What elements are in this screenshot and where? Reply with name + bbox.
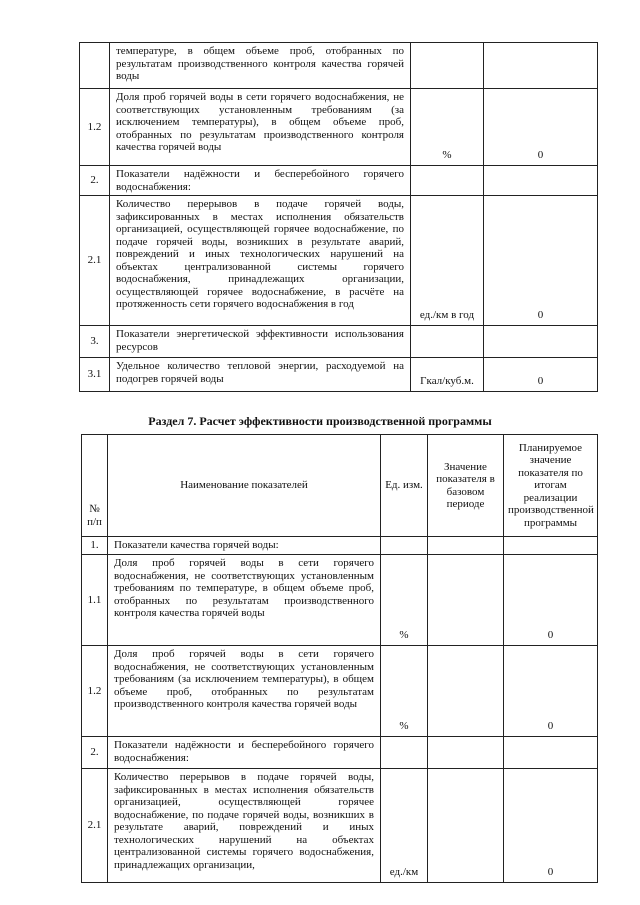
planned-value-cell: 0 — [504, 769, 598, 883]
indicator-name: Показатели качества горячей воды: — [108, 537, 381, 555]
unit-cell — [381, 537, 428, 555]
row-number: 1.1 — [82, 555, 108, 646]
planned-value-cell: 0 — [504, 555, 598, 646]
table-row — [82, 646, 598, 737]
header-unit: Ед. изм. — [381, 435, 428, 537]
table-row — [80, 358, 598, 392]
indicator-name: Показатели надёжности и бесперебойного горячего водоснабжения: — [110, 166, 411, 196]
indicator-name: Показатели надёжности и бесперебойного горячего водоснабжения: — [108, 737, 381, 769]
header-name: Наименование показателей — [108, 435, 381, 537]
indicator-name: Доля проб горячей воды в сети горячего водоснабжения, не соответствующих установленным требованиям (за исключением температуры), в общем объеме проб, отобранных по результатам производственного контроля качества горячей воды — [108, 646, 381, 737]
value-cell: 0 — [484, 358, 598, 392]
header-planned-value: Планируемое значение показателя по итогам реализации производственной программы — [504, 435, 598, 537]
table-row — [80, 89, 598, 166]
row-number: 1.2 — [80, 89, 110, 166]
table-row — [82, 537, 598, 555]
header-number: № п/п — [82, 435, 108, 537]
table-row — [80, 196, 598, 326]
indicator-name: Количество перерывов в подаче горячей воды, зафиксированных в местах исполнения обязательств организацией, осуществляющей горячее водоснабжение, по подаче горячей воды, возникших в результате аварий, повреждений и иных технологических нарушений на объектах централизованной системы горячего водоснабжения, принадлежащих организации, — [108, 769, 381, 883]
unit-cell: % — [411, 89, 484, 166]
header-base-value: Значение показателя в базовом периоде — [428, 435, 504, 537]
indicator-name: Показатели энергетической эффективности использования ресурсов — [110, 326, 411, 358]
row-number: 3. — [80, 326, 110, 358]
planned-value-cell — [504, 737, 598, 769]
row-number: 1.2 — [82, 646, 108, 737]
row-number: 2. — [80, 166, 110, 196]
value-cell — [484, 43, 598, 89]
indicator-name: Доля проб горячей воды в сети горячего водоснабжения, не соответствующих установленным требованиям по температуре, в общем объеме проб, отобранных по результатам производственного контроля качества горячей воды — [108, 555, 381, 646]
base-value-cell — [428, 537, 504, 555]
indicator-name: температуре, в общем объеме проб, отобранных по результатам производственного контроля качества горячей воды — [110, 43, 411, 89]
base-value-cell — [428, 769, 504, 883]
planned-value-cell: 0 — [504, 646, 598, 737]
unit-cell: % — [381, 646, 428, 737]
indicator-name: Удельное количество тепловой энергии, расходуемой на подогрев горячей воды — [110, 358, 411, 392]
row-number: 1. — [82, 537, 108, 555]
base-value-cell — [428, 555, 504, 646]
table-row — [80, 326, 598, 358]
unit-cell: ед./км в год — [411, 196, 484, 326]
unit-cell — [411, 166, 484, 196]
value-cell — [484, 166, 598, 196]
section-title: Раздел 7. Расчет эффективности производственной программы — [148, 414, 492, 428]
row-number: 3.1 — [80, 358, 110, 392]
table-row — [82, 769, 598, 883]
table-header-row — [82, 435, 598, 537]
base-value-cell — [428, 737, 504, 769]
value-cell — [484, 326, 598, 358]
unit-cell: ед./км — [381, 769, 428, 883]
unit-cell — [411, 43, 484, 89]
table-row — [80, 43, 598, 89]
indicator-name: Количество перерывов в подаче горячей воды, зафиксированных в местах исполнения обязательств организацией, осуществляющей горячее водоснабжение, по подаче горячей воды, возникших в результате аварий, повреждений и иных технологических нарушений на объектах централизованной системы горячего водоснабжения, принадлежащих организации, осуществляющей горячее водоснабжение, в расчёте на протяженность сети горячего водоснабжения в год — [110, 196, 411, 326]
row-number — [80, 43, 110, 89]
table-row — [82, 737, 598, 769]
table-row — [82, 555, 598, 646]
efficiency-table — [81, 434, 598, 883]
unit-cell: Гкал/куб.м. — [411, 358, 484, 392]
row-number: 2. — [82, 737, 108, 769]
unit-cell: % — [381, 555, 428, 646]
unit-cell — [381, 737, 428, 769]
value-cell: 0 — [484, 196, 598, 326]
base-value-cell — [428, 646, 504, 737]
indicator-name: Доля проб горячей воды в сети горячего водоснабжения, не соответствующих установленным требованиям (за исключением температуры), в общем объеме проб, отобранных по результатам производственного контроля качества горячей воды — [110, 89, 411, 166]
indicators-table-continued — [79, 42, 598, 392]
row-number: 2.1 — [80, 196, 110, 326]
table-row — [80, 166, 598, 196]
unit-cell — [411, 326, 484, 358]
row-number: 2.1 — [82, 769, 108, 883]
planned-value-cell — [504, 537, 598, 555]
value-cell: 0 — [484, 89, 598, 166]
